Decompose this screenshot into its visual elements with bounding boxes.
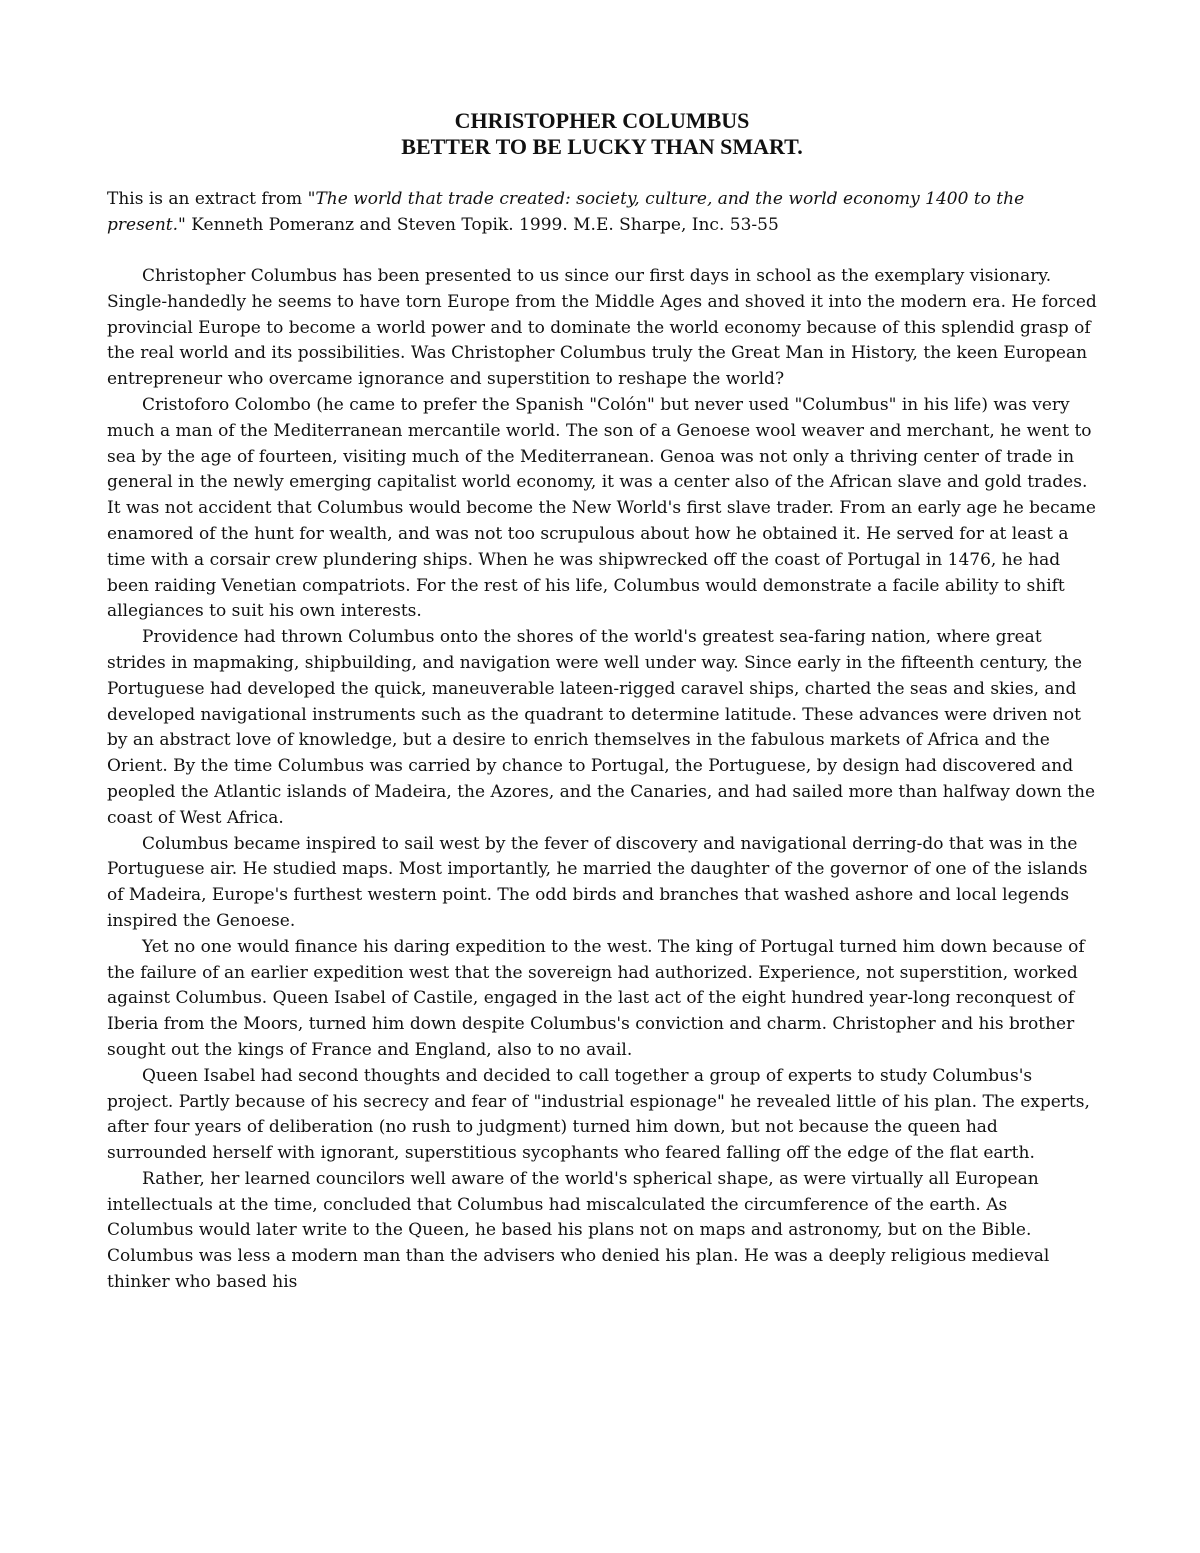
article-body	[107, 264, 1097, 1296]
paragraph: Rather, her learned councilors well aware of the world's spherical shape, as were virtually all European intellectuals at the time, concluded that Columbus had miscalculated the circumference of the earth. As Columbus would later write to the Queen, he based his plans not on maps and astronomy, but on the Bible. Columbus was less a modern man than the advisers who denied his plan. He was a deeply religious medieval thinker who based his	[107, 1168, 1050, 1293]
paragraph: Yet no one would finance his daring expedition to the west. The king of Portugal turned him down because of the failure of an earlier expedition west that the sovereign had authorized. Experience, not superstition, worked against Columbus. Queen Isabel of Castile, engaged in the last act of the eight hundred year-long reconquest of Iberia from the Moors, turned him down despite Columbus's conviction and charm. Christopher and his brother sought out the kings of France and England, also to no avail.	[107, 936, 1085, 1060]
source-citation	[107, 186, 1097, 238]
title-line-1: CHRISTOPHER COLUMBUS	[454, 108, 750, 133]
document-title	[107, 108, 1097, 160]
document-page	[107, 108, 1097, 1296]
source-suffix: " Kenneth Pomeranz and Steven Topik. 1999. M.E. Sharpe, Inc. 53-55	[178, 215, 779, 235]
source-prefix: This is an extract from "	[107, 189, 316, 209]
source-work-title: The world that trade created: society, culture, and the world economy 1400 to the present.	[107, 189, 1025, 235]
title-line-2: BETTER TO BE LUCKY THAN SMART.	[401, 134, 803, 159]
paragraph: Providence had thrown Columbus onto the shores of the world's greatest sea-faring nation, where great strides in mapmaking, shipbuilding, and navigation were well under way. Since early in the fifteenth century, the Portuguese had developed the quick, maneuverable lateen-rigged caravel ships, charted the seas and skies, and developed navigational instruments such as the quadrant to determine latitude. These advances were driven not by an abstract love of knowledge, but a desire to enrich themselves in the fabulous markets of Africa and the Orient. By the time Columbus was carried by chance to Portugal, the Portuguese, by design had discovered and peopled the Atlantic islands of Madeira, the Azores, and the Canaries, and had sailed more than halfway down the coast of West Africa.	[107, 627, 1096, 828]
paragraph: Christopher Columbus has been presented to us since our first days in school as the exemplary visionary. Single-handedly he seems to have torn Europe from the Middle Ages and shoved it into the modern era. He forced provincial Europe to become a world power and to dominate the world economy because of this splendid grasp of the real world and its possibilities. Was Christopher Columbus truly the Great Man in History, the keen European entrepreneur who overcame ignorance and superstition to reshape the world?	[107, 266, 1097, 390]
paragraph: Queen Isabel had second thoughts and decided to call together a group of experts to study Columbus's project. Partly because of his secrecy and fear of "industrial espionage" he revealed little of his plan. The experts, after four years of deliberation (no rush to judgment) turned him down, but not because the queen had surrounded herself with ignorant, superstitious sycophants who feared falling off the edge of the flat earth.	[107, 1065, 1090, 1164]
paragraph: Cristoforo Colombo (he came to prefer the Spanish "Colón" but never used "Columbus" in his life) was very much a man of the Mediterranean mercantile world. The son of a Genoese wool weaver and merchant, he went to sea by the age of fourteen, visiting much of the Mediterranean. Genoa was not only a thriving center of trade in general in the newly emerging capitalist world economy, it was a center also of the African slave and gold trades. It was not accident that Columbus would become the New World's first slave trader. From an early age he became enamored of the hunt for wealth, and was not too scrupulous about how he obtained it. He served for at least a time with a corsair crew plundering ships. When he was shipwrecked off the coast of Portugal in 1476, he had been raiding Venetian compatriots. For the rest of his life, Columbus would demonstrate a facile ability to shift allegiances to suit his own interests.	[107, 394, 1096, 622]
paragraph: Columbus became inspired to sail west by the fever of discovery and navigational derring-do that was in the Portuguese air. He studied maps. Most importantly, he married the daughter of the governor of one of the islands of Madeira, Europe's furthest western point. The odd birds and branches that washed ashore and local legends inspired the Genoese.	[107, 833, 1088, 931]
